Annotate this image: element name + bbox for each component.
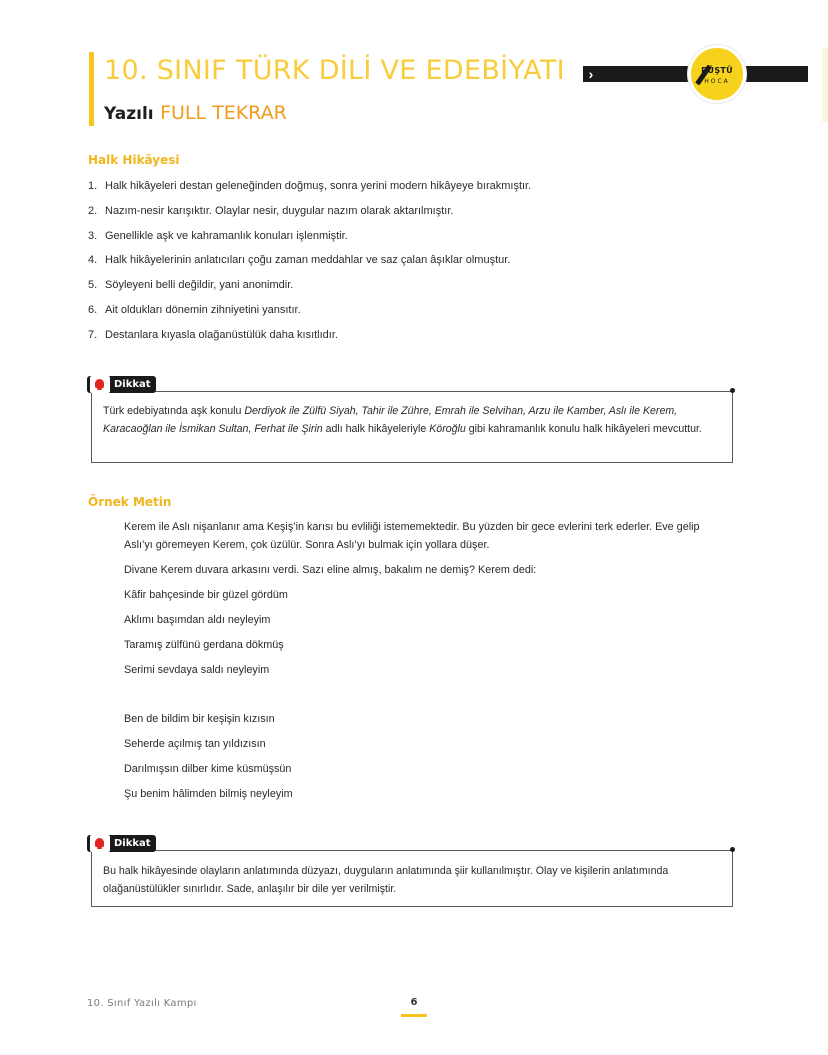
page-subtitle [104, 102, 287, 124]
list-item: 2. Nazım-nesir karışıktır. Olaylar nesir, duygular nazım olarak aktarılmıştır. [88, 204, 454, 217]
page-number: 6 [410, 997, 418, 1008]
poem-line: Taramış zülfünü gerdana dökmüş [124, 639, 284, 651]
example-paragraph: Kerem ile Aslı nişanlanır ama Keşiş’in karısı bu evliliği istememektedir. Bu yüzden bir gece evlerini terk ederler. Eve gelip Aslı’yı göremeyen Kerem, çok üzülür. Sonra Aslı’yı bulmak için yollara düşer. [124, 521, 700, 551]
corner-dot [730, 847, 735, 852]
brand-logo [688, 45, 746, 103]
page-title: 10. SINIF TÜRK DİLİ VE EDEBİYATI [104, 55, 565, 86]
poem-line: Seherde açılmış tan yıldızısın [124, 738, 266, 750]
poem-line: Darılmışsın dilber kime küsmüşsün [124, 763, 292, 775]
list-item: 4. Halk hikâyelerinin anlatıcıları çoğu zaman meddahlar ve saz çalan âşıklar olmuştur. [88, 254, 511, 267]
list-item: 7. Destanlara kıyasla olağanüstülük daha kısıtlıdır. [88, 328, 338, 341]
corner-dot [730, 388, 735, 393]
poem-line: Serimi sevdaya saldı neyleyim [124, 664, 270, 676]
brand-name: RÜŞTÜ [701, 66, 733, 75]
poem-line: Şu benim hâlimden bilmiş neyleyim [124, 788, 293, 800]
poem-line: Kâfir bahçesinde bir güzel gördüm [124, 589, 288, 601]
subtitle-bold: Yazılı [104, 104, 154, 124]
section-title-halk-hikayesi: Halk Hikâyesi [88, 153, 180, 167]
footer-title: 10. Sınıf Yazılı Kampı [87, 998, 197, 1009]
dikkat-text: Türk edebiyatında aşk konulu Derdiyok ile Zülfü Siyah, Tahir ile Zühre, Emrah ile Selvihan, Arzu ile Kamber, Aslı ile Kerem, Karacaoğlan ile İsmikan Sultan, Ferhat ile Şirin adlı halk hikâyeleriyle Köroğlu gibi kahramanlık konulu halk hikâyeleri mevcuttur. [103, 405, 702, 435]
dikkat-box [91, 850, 733, 907]
chevron-right-icon: › [588, 66, 594, 82]
poem-line: Ben de bildim bir keşişin kızısın [124, 713, 275, 725]
list-item: 5. Söyleyeni belli değildir, yani anonimdir. [88, 279, 294, 292]
brand-sub: HOCA [704, 78, 730, 85]
dikkat-badge: Dikkat [87, 835, 156, 852]
alarm-bell-icon [90, 835, 110, 852]
list-item: 3. Genellikle aşk ve kahramanlık konuları işlenmiştir. [88, 229, 348, 242]
subtitle-accent: FULL TEKRAR [160, 102, 287, 124]
dikkat-badge: Dikkat [87, 376, 156, 393]
edge-decoration [822, 48, 828, 122]
header-accent-bar [89, 52, 94, 126]
page-number-underline [401, 1014, 427, 1017]
poem-line: Aklımı başımdan aldı neyleyim [124, 614, 271, 626]
list-item: 1. Halk hikâyeleri destan geleneğinden doğmuş, sonra yerini modern hikâyeye bırakmıştır. [88, 180, 532, 192]
section-title-ornek-metin: Örnek Metin [88, 495, 172, 509]
dikkat-text: Bu halk hikâyesinde olayların anlatımında düzyazı, duyguların anlatımında şiir kullanılmıştır. Olay ve kişilerin anlatımında olağanüstülükler sınırlıdır. Sade, anlaşılır bir dile yer verilmiştir. [103, 865, 669, 895]
feature-list [88, 179, 748, 353]
list-item: 6. Ait oldukları dönemin zihniyetini yansıtır. [88, 303, 301, 316]
alarm-bell-icon [90, 376, 110, 393]
dikkat-box [91, 391, 733, 463]
example-intro: Divane Kerem duvara arkasını verdi. Sazı eline almış, bakalım ne demiş? Kerem dedi: [124, 564, 537, 576]
